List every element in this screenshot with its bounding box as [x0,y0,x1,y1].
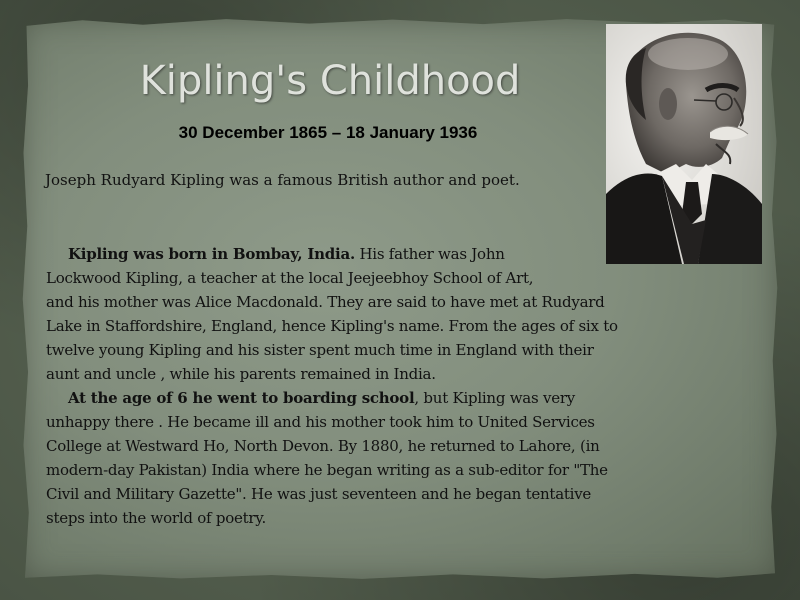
paragraph-2-line-3: College at Westward Ho, North Devon. By 1880, he returned to Lahore, (in [46,437,600,455]
paragraph-1-line-4: Lake in Staffordshire, England, hence Kipling's name. From the ages of six to [46,317,618,335]
paragraph-2-line-6: steps into the world of poetry. [46,509,267,527]
paragraph-1-line-3: and his mother was Alice Macdonald. They are said to have met at Rudyard [46,293,605,311]
paragraph-1-line-5: twelve young Kipling and his sister spent much time in England with their [46,341,594,359]
life-dates: 30 December 1865 – 18 January 1936 [178,123,478,142]
bold-lead-boarding: At the age of 6 he went to boarding school [68,389,415,407]
bold-lead-birth: Kipling was born in Bombay, India. [68,245,355,263]
paragraph-1-line-6: aunt and uncle , while his parents remained in India. [46,365,436,383]
paragraph-1-line-1: Kipling was born in Bombay, India. His father was John [68,245,505,263]
paragraph-2-line-5: Civil and Military Gazette". He was just seventeen and he began tentative [46,485,592,503]
portrait-icon [606,24,762,264]
paragraph-2-line-4: modern-day Pakistan) India where he began writing as a sub-editor for "The [46,461,608,479]
slide-title: Kipling's Childhood [139,58,521,104]
paragraph-1-line-2: Lockwood Kipling, a teacher at the local Jeejeebhoy School of Art, [46,269,534,287]
portrait-photo [606,24,762,264]
paragraph-2-line-2: unhappy there . He became ill and his mother took him to United Services [46,413,595,431]
intro-text: Joseph Rudyard Kipling was a famous British author and poet. [45,171,520,189]
paragraph-2-line-1: At the age of 6 he went to boarding school, but Kipling was very [68,389,575,407]
biography-text [46,242,716,530]
